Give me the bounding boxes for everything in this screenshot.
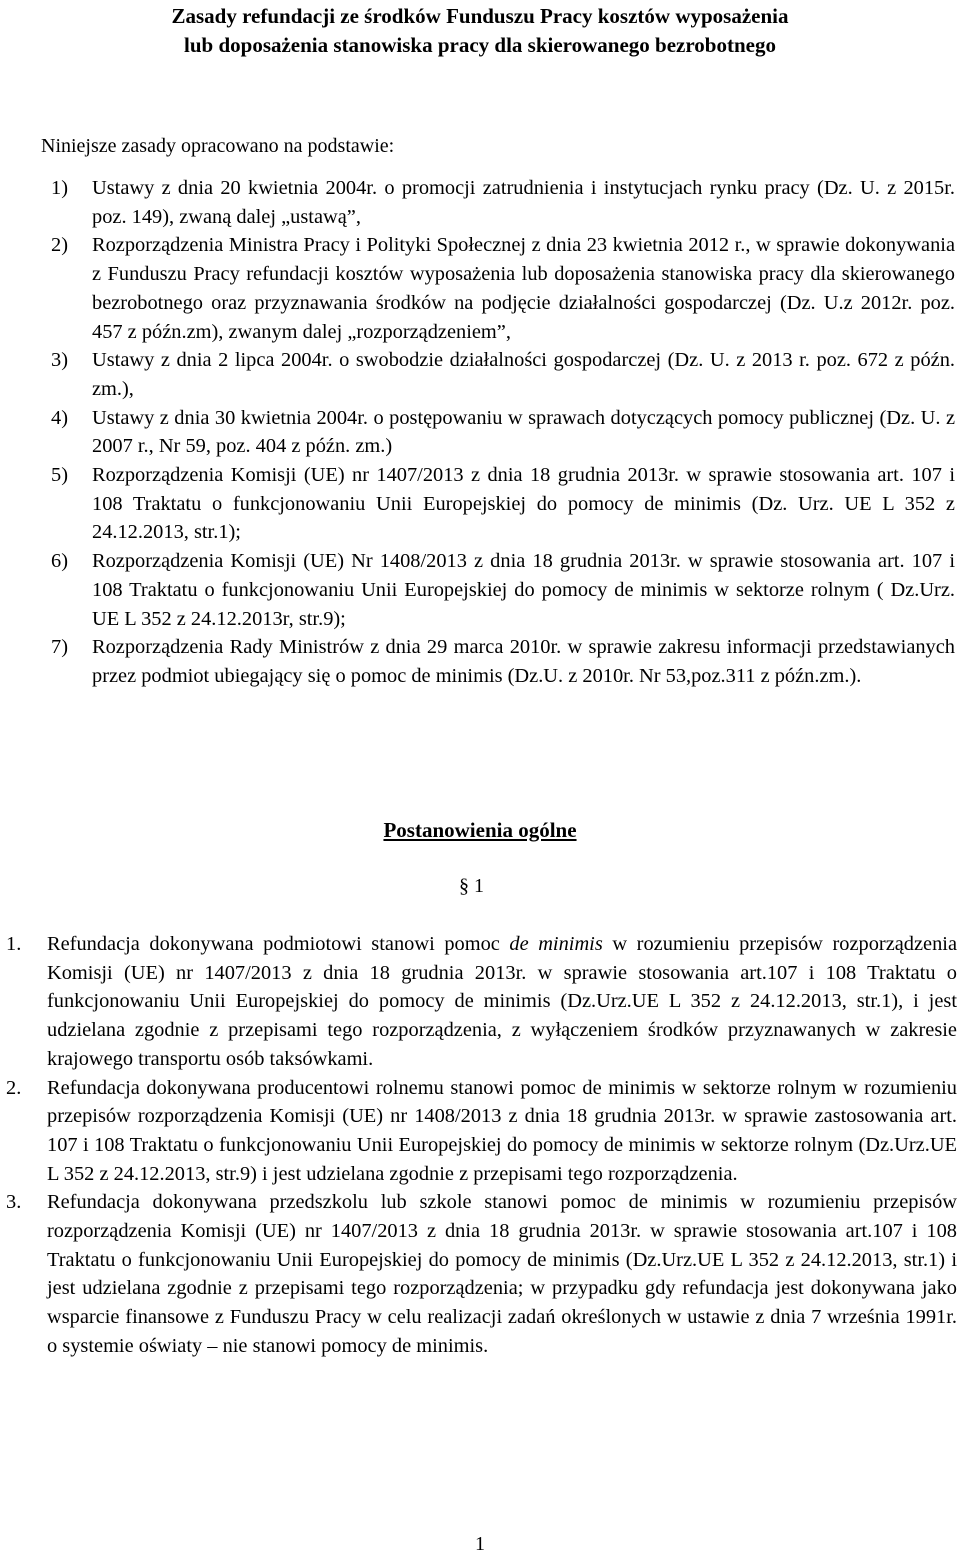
item-number: 2.: [6, 1076, 22, 1099]
item-text: Refundacja dokonywana producentowi rolnemu stanowi pomoc de minimis w sektorze rolnym w rozumieniu przepisów rozporządzenia Komisji (UE) nr 1408/2013 z dnia 18 grudnia 2013r. w sprawie zastosowania art. 107 i 108 Traktatu o funkcjonowaniu Unii Europejskiej do pomocy de minimis w sektorze rolnym (Dz.Urz.UE L 352 z 24.12.2013, str.9) i jest udzielana zgodnie z przepisami tego rozporządzenia.: [47, 1076, 957, 1185]
legal-basis-item: [51, 231, 955, 346]
legal-basis-item: [51, 547, 955, 633]
item-text: Ustawy z dnia 2 lipca 2004r. o swobodzie działalności gospodarczej (Dz. U. z 2013 r. poz. 672 z późn. zm.),: [92, 349, 955, 400]
legal-basis-item: [51, 461, 955, 547]
page-number: 1: [475, 1533, 485, 1555]
legal-basis-item: [51, 633, 955, 690]
item-number: 4): [51, 406, 68, 429]
item-number: 3.: [6, 1191, 22, 1214]
provision-item: [6, 930, 957, 1074]
title-line: Zasady refundacji ze środków Funduszu Pracy kosztów wyposażenia: [171, 4, 789, 28]
legal-basis-item: [51, 174, 955, 231]
item-number: 6): [51, 550, 68, 573]
section-heading-text: Postanowienia ogólne: [383, 818, 577, 842]
legal-basis-item: [51, 404, 955, 461]
item-number: 1): [51, 177, 68, 199]
item-emphasis: de minimis: [509, 933, 603, 955]
intro-text: Niniejsze zasady opracowano na podstawie:: [41, 135, 395, 157]
item-number: 2): [51, 234, 68, 257]
title-line: lub doposażenia stanowiska pracy dla skierowanego bezrobotnego: [184, 33, 776, 57]
legal-basis-item: [51, 346, 955, 403]
item-number: 3): [51, 349, 68, 372]
document-title: [0, 2, 960, 60]
item-text: Refundacja dokonywana przedszkolu lub szkole stanowi pomoc de minimis w rozumieniu przepisów rozporządzenia Komisji (UE) nr 1407/2013 z dnia 18 grudnia 2013r. w sprawie stosowania art.107 i 108 Traktatu o funkcjonowaniu Unii Europejskiej do pomocy de minimis (Dz.Urz.UE L 352 z 24.12.2013, str.1) i jest udzielana zgodnie z przepisami tego rozporządzenia; w przypadku gdy refundacja jest dokonywana jako wsparcie finansowe z Funduszu Pracy w celu realizacji zadań określonych w ustawie z dnia 7 września 1991r. o systemie oświaty – nie stanowi pomocy de minimis.: [47, 1191, 957, 1357]
item-text: w rozumieniu przepisów rozporządzenia Komisji (UE) nr 1407/2013 z dnia 18 grudnia 2013r. w sprawie stosowania art.107 i 108 Traktatu o funkcjonowaniu Unii Europejskiej do pomocy de minimis (Dz.Urz.UE L 352 z 24.12.2013, str.1), i jest udzielana zgodnie z przepisami tego rozporządzenia, z wyłączeniem środków przyznawanych w zakresie krajowego transportu osób taksówkami.: [47, 933, 958, 1070]
item-text: Rozporządzenia Rady Ministrów z dnia 29 marca 2010r. w sprawie zakresu informacji przedstawianych przez podmiot ubiegający się o pomoc de minimis (Dz.U. z 2010r. Nr 53,poz.311 z późn.zm.).: [92, 636, 955, 687]
item-text: Rozporządzenia Komisji (UE) Nr 1408/2013 z dnia 18 grudnia 2013r. w sprawie stosowania art. 107 i 108 Traktatu o funkcjonowaniu Unii Europejskiej do pomocy de minimis w sektorze rolnym ( Dz.Urz. UE L 352 z 24.12.2013r, str.9);: [92, 550, 955, 630]
item-text: Ustawy z dnia 20 kwietnia 2004r. o promocji zatrudnienia i instytucjach rynku pracy (Dz. U. z 2015r. poz. 149), zwaną dalej „ustawą”,: [92, 177, 955, 228]
item-text: Rozporządzenia Komisji (UE) nr 1407/2013 z dnia 18 grudnia 2013r. w sprawie stosowania art. 107 i 108 Traktatu o funkcjonowaniu Unii Europejskiej do pomocy de minimis (Dz. Urz. UE L 352 z 24.12.2013, str.1);: [92, 464, 955, 544]
legal-basis-list: [51, 174, 955, 691]
item-number: 5): [51, 464, 68, 487]
item-text: Refundacja dokonywana podmiotowi stanowi pomoc: [47, 933, 510, 955]
section-heading: [0, 816, 960, 844]
provision-item: [6, 1074, 957, 1189]
item-text: Rozporządzenia Ministra Pracy i Polityki Społecznej z dnia 23 kwietnia 2012 r., w sprawie dokonywania z Funduszu Pracy refundacji kosztów wyposażenia lub doposażenia stanowiska pracy dla skierowanego bezrobotnego oraz przyznawania środków na podjęcie działalności gospodarczej (Dz. U.z 2012r. poz. 457 z późn.zm), zwanym dalej „rozporządzeniem”,: [92, 234, 955, 343]
item-number: 1.: [6, 933, 22, 955]
provision-item: [6, 1188, 957, 1360]
item-text: Ustawy z dnia 30 kwietnia 2004r. o postępowaniu w sprawach dotyczących pomocy publicznej (Dz. U. z 2007 r., Nr 59, poz. 404 z późn. zm.): [92, 406, 955, 458]
provisions-list: [6, 930, 957, 1361]
paragraph-mark: § 1: [459, 875, 484, 897]
item-number: 7): [51, 636, 68, 659]
